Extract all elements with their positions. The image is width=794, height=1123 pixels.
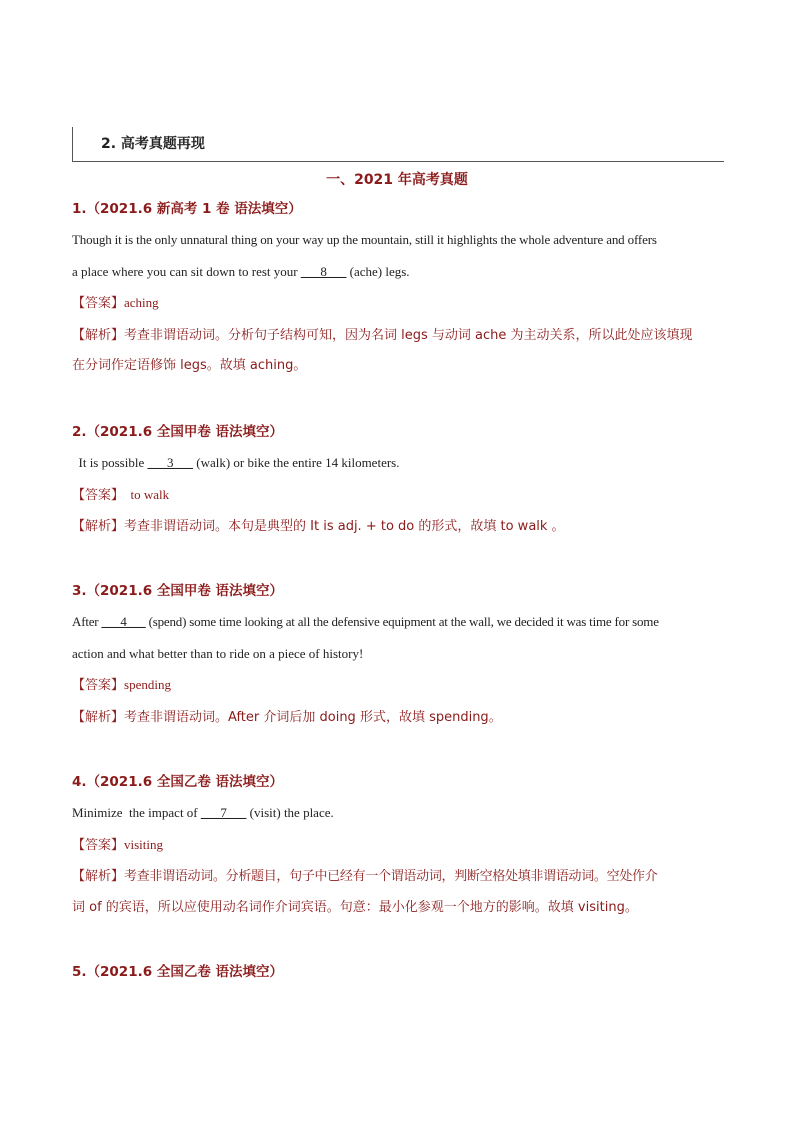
analysis-text: 考查非谓语动词。分析句子结构可知，因为名词 legs 与动词 ache 为主动关系，所以此处应该填现: [124, 327, 693, 343]
analysis-line: 词 of 的宾语，所以应使用动名词作介词宾语。句意：最小化参观一个地方的影响。故填 visiting。: [72, 899, 638, 915]
analysis-label: 【解析】: [72, 869, 125, 884]
answer-value: to walk: [124, 486, 170, 502]
question-line: [72, 797, 724, 829]
question-2: [72, 421, 724, 542]
analysis-text: 考查非谓语动词。本句是典型的 It is adj. + to do 的形式，故填 to walk 。: [124, 519, 565, 534]
question-text: [72, 447, 724, 479]
question-line: [72, 447, 724, 479]
blank: ___8___: [300, 263, 347, 279]
question-line: [72, 606, 724, 638]
text-segment: It is possible: [72, 455, 148, 470]
blank: ___7___: [200, 805, 247, 820]
question-line: action and what better than to ride on a piece of history!: [72, 645, 364, 661]
analysis-label: 【解析】: [72, 327, 125, 343]
analysis-line: 在分词作定语修饰 legs。故填 aching。: [72, 358, 307, 373]
year-title: 一、2021 年高考真题: [326, 172, 468, 188]
answer: [72, 669, 724, 701]
question-text: [72, 224, 724, 287]
analysis-label: 【解析】: [72, 519, 125, 534]
question-title: 3.（2021.6 全国甲卷 语法填空）: [72, 583, 284, 599]
analysis: [72, 860, 724, 923]
answer: [72, 829, 724, 861]
answer-label: 【答案】: [72, 296, 125, 311]
answer-value: visiting: [124, 836, 164, 852]
answer-label: 【答案】: [72, 487, 125, 503]
analysis: [72, 319, 724, 382]
blank: ___3___: [147, 455, 193, 470]
answer-value: spending: [124, 677, 171, 692]
analysis-line: [72, 860, 724, 892]
analysis-line: [72, 701, 724, 733]
text-segment: (visit) the place.: [246, 805, 334, 820]
text-segment: a place where you can sit down to rest your: [72, 263, 301, 279]
text-segment: Minimize the impact of: [72, 805, 201, 820]
question-title: 2.（2021.6 全国甲卷 语法填空）: [72, 424, 284, 440]
question-3: [72, 580, 724, 732]
analysis-label: 【解析】: [72, 709, 125, 725]
section-title: 2. 高考真题再现: [101, 136, 205, 152]
question-title: 4.（2021.6 全国乙卷 语法填空）: [72, 774, 284, 790]
question-line: [72, 256, 724, 288]
question-line: Though it is the only unnatural thing on your way up the mountain, still it highlights the whole adventure and offers: [72, 232, 657, 247]
text-segment: (ache) legs.: [346, 263, 410, 279]
answer-value: aching: [124, 295, 159, 310]
answer: [72, 287, 724, 319]
question-5: [72, 961, 724, 983]
analysis-line: [72, 319, 724, 351]
analysis: [72, 510, 724, 542]
answer: [72, 479, 724, 511]
analysis-line: [72, 510, 724, 542]
text-segment: After: [72, 614, 102, 629]
question-title: 5.（2021.6 全国乙卷 语法填空）: [72, 964, 284, 980]
analysis-text: 考查非谓语动词。分析题目，句子中已经有一个谓语动词，判断空格处填非谓语动词。空处作介: [124, 869, 658, 884]
analysis-text: 考查非谓语动词。After 介词后加 doing 形式，故填 spending。: [124, 709, 502, 725]
question-1: [72, 198, 724, 382]
question-text: [72, 797, 724, 829]
answer-label: 【答案】: [72, 678, 125, 693]
question-text: [72, 606, 724, 669]
text-segment: (spend) some time looking at all the defensive equipment at the wall, we decided it was time for some: [145, 614, 659, 629]
question-4: [72, 771, 724, 923]
section-header: [72, 127, 724, 162]
answer-label: 【答案】: [72, 837, 125, 853]
question-title: 1.（2021.6 新高考 1 卷 语法填空）: [72, 201, 302, 217]
text-segment: (walk) or bike the entire 14 kilometers.: [192, 455, 400, 470]
analysis: [72, 701, 724, 733]
blank: ___4___: [101, 614, 146, 629]
